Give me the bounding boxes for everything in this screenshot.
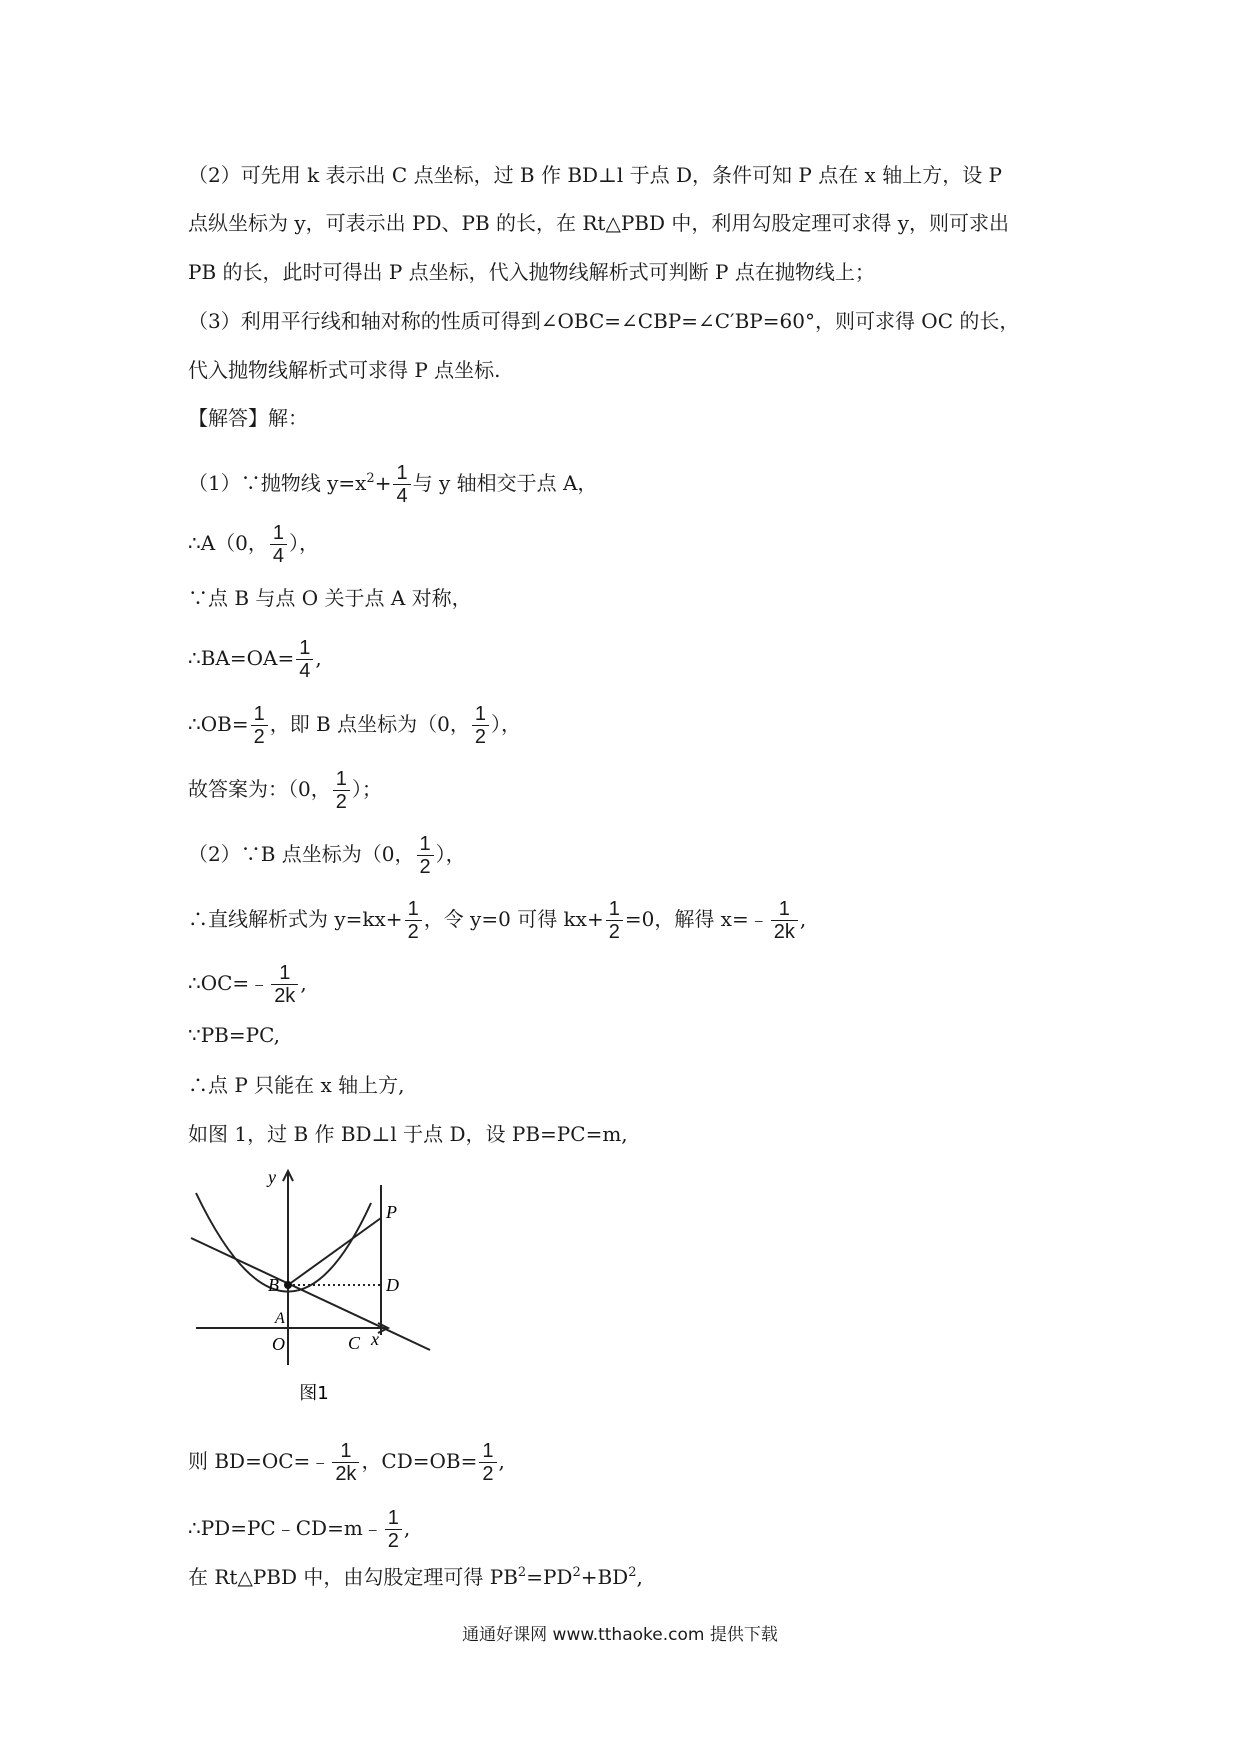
part-2-step-9-text-post: , — [636, 1565, 643, 1589]
fraction-one-half — [333, 768, 350, 813]
label-o: O — [272, 1334, 285, 1354]
fraction-numerator: 1 — [385, 1507, 402, 1530]
fraction-numerator: 1 — [405, 898, 422, 921]
fraction-one-quarter — [296, 637, 313, 682]
fraction-one-quarter — [393, 462, 410, 507]
step-4-text-post: , — [315, 646, 322, 670]
solution-part-2-step-6: 如图 1，过 B 作 BD⊥l 于点 D，设 PB=PC=m, — [188, 1122, 628, 1146]
fraction-numerator: 1 — [479, 1440, 496, 1463]
answer-heading: 【解答】解： — [188, 406, 308, 430]
fraction-one-over-2k — [771, 898, 798, 943]
exponent: 2 — [366, 471, 375, 486]
label-b: B — [268, 1275, 279, 1295]
point-b — [284, 1281, 292, 1289]
fraction-numerator: 1 — [296, 637, 313, 660]
part-2-step-7-text-mid: ，CD=OB= — [361, 1449, 478, 1473]
fraction-denominator: 2k — [773, 921, 795, 943]
part-2-step-2-text-mid2: =0，解得 x=﹣ — [624, 907, 769, 931]
plus-sign: + — [374, 471, 392, 495]
solution-part-2-step-5: ∴点 P 只能在 x 轴上方, — [188, 1073, 405, 1097]
label-p: P — [386, 1202, 397, 1222]
fraction-numerator: 1 — [417, 833, 434, 856]
fraction-denominator: 2k — [335, 1463, 357, 1485]
step-6-text-post: ）； — [351, 777, 382, 801]
solution-step-3: ∵点 B 与点 O 关于点 A 对称， — [188, 586, 472, 610]
solution-step-1 — [188, 462, 597, 507]
step-6-text-pre: 故答案为：（0， — [188, 777, 331, 801]
fraction-one-half — [405, 898, 422, 943]
step-1-text-post: 与 y 轴相交于点 A， — [412, 471, 598, 495]
solution-part-2-step-4: ∵PB=PC, — [188, 1023, 281, 1047]
fraction-denominator: 2 — [335, 791, 347, 813]
solution-part-2-step-1 — [188, 833, 466, 878]
label-a: A — [275, 1310, 285, 1327]
step-2-text-pre: ∴A（0， — [188, 531, 268, 555]
step-5-text-post: ）， — [490, 712, 521, 736]
analysis-3-line-2: 代入抛物线解析式可求得 P 点坐标. — [188, 358, 501, 382]
fraction-denominator: 2 — [387, 1530, 399, 1552]
fraction-denominator: 2 — [419, 856, 431, 878]
fraction-numerator: 1 — [271, 962, 298, 985]
exponent: 2 — [517, 1565, 527, 1580]
fraction-one-half — [417, 833, 434, 878]
analysis-2-line-2: 点纵坐标为 y，可表示出 PD、PB 的长，在 Rt△PBD 中，利用勾股定理可求得 y，则可求出 — [188, 211, 1010, 235]
solution-part-2-step-9 — [188, 1564, 643, 1590]
exponent: 2 — [572, 1565, 581, 1580]
fraction-denominator: 2 — [608, 921, 620, 943]
part-2-step-3-text-post: , — [300, 971, 307, 995]
fraction-one-quarter — [270, 522, 287, 567]
part-2-step-1-text-pre: （2）∵B 点坐标为（0， — [188, 842, 415, 866]
solution-part-2-step-3 — [188, 962, 307, 1007]
analysis-2-line-3: PB 的长，此时可得出 P 点坐标，代入抛物线解析式可判断 P 点在抛物线上； — [188, 260, 875, 284]
fraction-one-half — [606, 898, 623, 943]
figure-caption: 图1 — [299, 1383, 329, 1404]
fraction-numerator: 1 — [472, 703, 489, 726]
exponent: 2 — [628, 1565, 637, 1580]
solution-part-2-step-7 — [188, 1440, 505, 1485]
solution-part-2-step-2 — [188, 898, 806, 943]
fraction-one-half — [472, 703, 489, 748]
part-2-step-9-text-mid: =PD — [526, 1565, 573, 1589]
fraction-numerator: 1 — [606, 898, 623, 921]
figure-1 — [188, 1163, 436, 1408]
fraction-numerator: 1 — [332, 1440, 359, 1463]
fraction-denominator: 2 — [474, 726, 486, 748]
fraction-numerator: 1 — [333, 768, 350, 791]
fraction-denominator: 2 — [407, 921, 419, 943]
solution-step-2 — [188, 522, 319, 567]
step-5-text-pre: ∴OB= — [188, 712, 249, 736]
part-2-step-9-text-pre: 在 Rt△PBD 中，由勾股定理可得 PB — [188, 1565, 518, 1589]
fraction-numerator: 1 — [251, 703, 268, 726]
fraction-one-over-2k — [271, 962, 298, 1007]
fraction-one-half — [385, 1507, 402, 1552]
part-2-step-3-text-pre: ∴OC=﹣ — [188, 971, 270, 995]
part-2-step-2-text-mid: ，令 y=0 可得 kx+ — [423, 907, 604, 931]
page-footer: 通通好课网 www.tthaoke.com 提供下载 — [462, 1625, 778, 1645]
fraction-denominator: 4 — [396, 485, 408, 507]
fraction-one-over-2k — [332, 1440, 359, 1485]
part-2-step-7-text-pre: 则 BD=OC=﹣ — [188, 1449, 331, 1473]
analysis-2-line-1: （2）可先用 k 表示出 C 点坐标，过 B 作 BD⊥l 于点 D，条件可知 P 点在 x 轴上方，设 P — [188, 163, 1003, 187]
fraction-denominator: 2 — [253, 726, 265, 748]
fraction-denominator: 2k — [274, 985, 296, 1007]
parabola — [196, 1193, 371, 1292]
label-y: y — [268, 1167, 276, 1187]
solution-step-6 — [188, 768, 382, 813]
part-2-step-7-text-post: , — [498, 1449, 505, 1473]
fraction-one-half — [479, 1440, 496, 1485]
segment-bp — [288, 1218, 381, 1285]
solution-part-2-step-8 — [188, 1507, 410, 1552]
fraction-one-half — [251, 703, 268, 748]
step-5-text-mid: ，即 B 点坐标为（0， — [269, 712, 470, 736]
part-2-step-8-text-post: , — [403, 1516, 411, 1540]
fraction-numerator: 1 — [771, 898, 798, 921]
solution-step-5 — [188, 703, 521, 748]
label-x: x — [371, 1329, 379, 1349]
label-d: D — [386, 1275, 399, 1295]
fraction-denominator: 4 — [272, 545, 285, 567]
figure-1-graph — [188, 1163, 436, 1408]
fraction-denominator: 2 — [482, 1463, 494, 1485]
part-2-step-8-text-pre: ∴PD=PC﹣CD=m﹣ — [188, 1516, 383, 1540]
fraction-numerator: 1 — [393, 462, 410, 485]
part-2-step-1-text-post: ）， — [435, 842, 466, 866]
label-c: C — [348, 1333, 361, 1353]
analysis-3-line-1: （3）利用平行线和轴对称的性质可得到∠OBC=∠CBP=∠C′BP=60°，则可求得 OC 的长， — [188, 309, 1020, 333]
step-1-text-pre: （1）∵抛物线 y=x — [188, 471, 367, 495]
part-2-step-2-text-pre: ∴直线解析式为 y=kx+ — [188, 907, 403, 931]
part-2-step-9-text-mid2: +BD — [580, 1565, 629, 1589]
part-2-step-2-text-post: , — [799, 907, 807, 931]
fraction-denominator: 4 — [299, 660, 311, 682]
step-4-text-pre: ∴BA=OA= — [188, 646, 295, 670]
solution-step-4 — [188, 637, 322, 682]
step-2-text-post: ）， — [289, 531, 320, 555]
fraction-numerator: 1 — [270, 522, 287, 545]
